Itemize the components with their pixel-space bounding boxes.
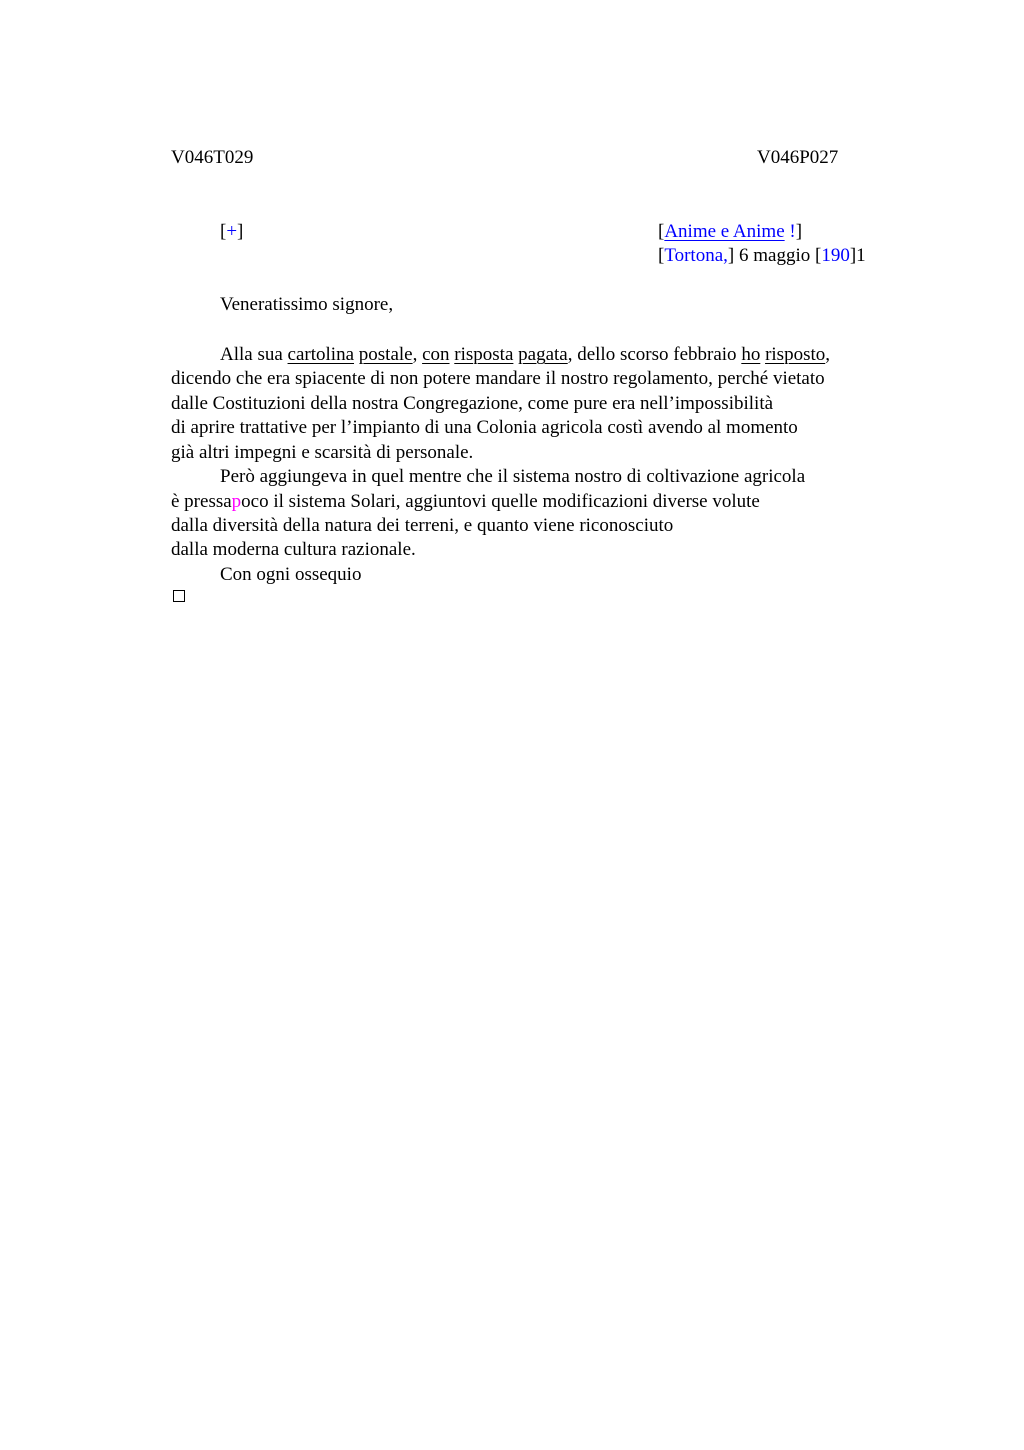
underlined-word: risposto xyxy=(765,344,826,365)
square-outline-icon xyxy=(173,590,185,602)
document-code-right: V046P027 xyxy=(757,147,839,168)
salutation: Veneratissimo signore, xyxy=(220,294,394,315)
year-close: ]1 xyxy=(849,245,866,266)
year-prefix: 190 xyxy=(821,245,850,266)
underlined-word: con xyxy=(422,344,450,365)
plus-open-bracket: [ xyxy=(220,221,227,242)
underlined-word: pagata xyxy=(518,344,568,365)
text-fragment: è pressa xyxy=(171,491,232,512)
document-code-left: V046T029 xyxy=(171,147,254,168)
paragraph1-line3: dalle Costituzioni della nostra Congregazione, come pure era nell’impossibilità xyxy=(171,393,774,414)
motto-exclamation: ! xyxy=(789,221,796,242)
date-text: ] 6 maggio [ xyxy=(727,245,822,266)
plus-marker xyxy=(220,221,243,243)
place-date-line xyxy=(658,245,866,267)
motto-line xyxy=(658,221,802,243)
underlined-word: risposta xyxy=(454,344,514,365)
underlined-word: ho xyxy=(741,344,761,365)
underlined-word: postale xyxy=(358,344,413,365)
paragraph1-line2: dicendo che era spiacente di non potere mandare il nostro regolamento, perché vietato xyxy=(171,368,825,389)
paragraph1-line4: di aprire trattative per l’impianto di una Colonia agricola costì avendo al momento xyxy=(171,417,798,438)
paragraph1-line5: già altri impegni e scarsità di personale. xyxy=(171,442,474,463)
text-fragment: Alla sua xyxy=(220,344,288,365)
closing: Con ogni ossequio xyxy=(220,564,362,585)
corrected-letter: p xyxy=(231,491,242,512)
text-fragment: , dello scorso febbraio xyxy=(567,344,742,365)
place-name: Tortona, xyxy=(664,245,728,266)
paragraph2-line3: dalla diversità della natura dei terreni, e quanto viene riconosciuto xyxy=(171,515,674,536)
underlined-word: cartolina xyxy=(287,344,355,365)
motto-link[interactable]: Anime e Anime xyxy=(664,221,785,242)
paragraph2-line1: Però aggiungeva in quel mentre che il sistema nostro di coltivazione agricola xyxy=(220,466,806,487)
paragraph1-line1 xyxy=(220,343,830,367)
motto-close-bracket: ] xyxy=(795,221,803,242)
plus-close-bracket: ] xyxy=(237,221,244,242)
text-fragment: , xyxy=(825,344,830,365)
text-fragment: oco il sistema Solari, aggiuntovi quelle modificazioni diverse volute xyxy=(241,491,760,512)
paragraph2-line4: dalla moderna cultura razionale. xyxy=(171,539,416,560)
paragraph2-line2 xyxy=(171,490,760,514)
motto-open-bracket: [ xyxy=(658,221,665,242)
text-fragment: , xyxy=(412,344,423,365)
plus-icon: + xyxy=(226,221,238,242)
place-open-bracket: [ xyxy=(658,245,665,266)
